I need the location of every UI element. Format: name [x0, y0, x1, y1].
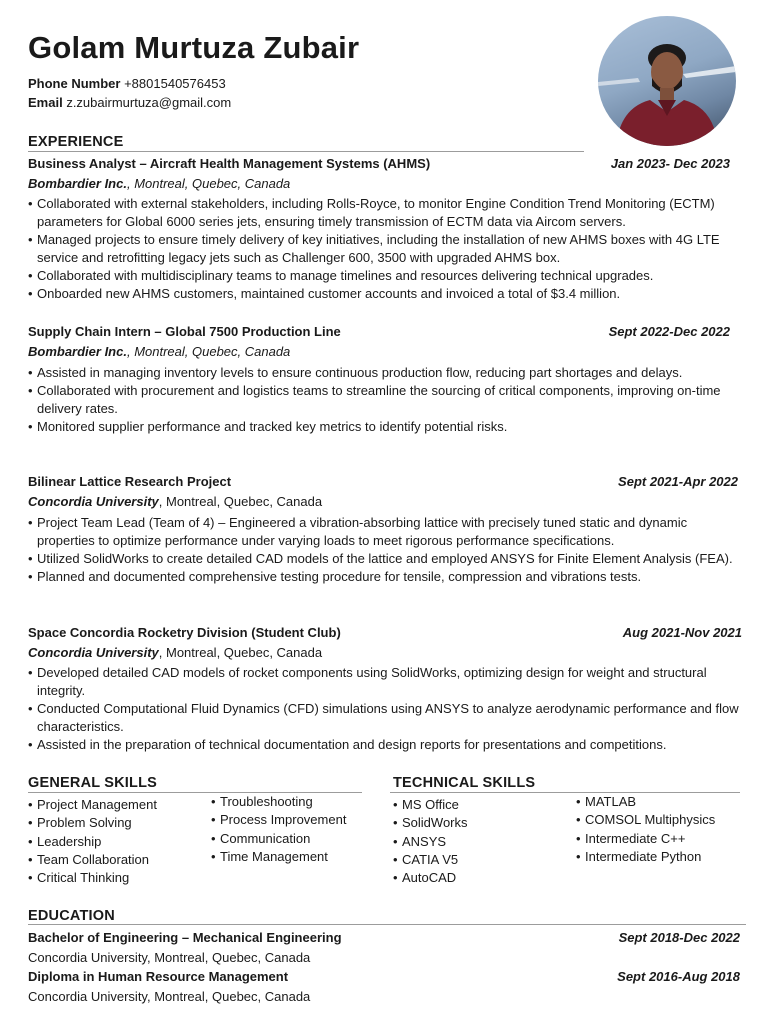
- list-item: • Monitored supplier performance and tracked key metrics to identify potential risks.: [28, 418, 748, 436]
- org-location: , Montreal, Quebec, Canada: [126, 176, 291, 191]
- org-location: , Montreal, Quebec, Canada: [158, 494, 323, 509]
- list-item: • Project Management: [28, 796, 157, 814]
- list-item: • Collaborated with external stakeholders, including Rolls-Royce, to monitor Engine Condition Trend Monitoring (ECTM) parameters for Global 6000 series jets, ensuring timely transmission of ECTM data via Aircom servers.: [28, 195, 748, 231]
- org-name: Concordia University: [28, 645, 159, 660]
- list-item: • Communication: [211, 830, 346, 848]
- job-organization: [28, 176, 290, 191]
- email-line: [28, 95, 231, 110]
- org-location: , Montreal, Quebec, Canada: [158, 645, 323, 660]
- list-item: • CATIA V5: [393, 851, 468, 869]
- education-rule: [28, 924, 746, 925]
- job-date: Aug 2021-Nov 2021: [622, 625, 742, 640]
- general-skills-list-1: [28, 796, 157, 887]
- list-item: • Managed projects to ensure timely delivery of key initiatives, including the installation of new AHMS boxes with 4G LTE service and retrofitting legacy jets such as Challenger 600, 3500 with upgraded AHMS box.: [28, 231, 748, 267]
- list-item: • Onboarded new AHMS customers, maintained customer accounts and invoiced a total of $3.4 million.: [28, 285, 748, 303]
- list-item: • Developed detailed CAD models of rocket components using SolidWorks, optimizing design for weight and structural integrity.: [28, 664, 748, 700]
- general-skills-heading: GENERAL SKILLS: [28, 775, 158, 791]
- profile-photo: [598, 16, 736, 146]
- job-title: Space Concordia Rocketry Division (Student Club): [28, 625, 341, 640]
- list-item: • MS Office: [393, 796, 468, 814]
- list-item: • Conducted Computational Fluid Dynamics (CFD) simulations using ANSYS to analyze aerodynamic performance and flow characteristics.: [28, 700, 748, 736]
- experience-heading: EXPERIENCE: [28, 134, 124, 150]
- list-item: • Problem Solving: [28, 814, 157, 832]
- job-date: Sept 2021-Apr 2022: [618, 474, 738, 489]
- job-organization: [28, 645, 322, 660]
- education-heading: EDUCATION: [28, 908, 115, 924]
- job-title: Bilinear Lattice Research Project: [28, 474, 232, 489]
- job-title: Business Analyst – Aircraft Health Management Systems (AHMS): [28, 156, 431, 171]
- experience-rule: [28, 151, 584, 152]
- list-item: • Intermediate C++: [576, 830, 715, 848]
- general-skills-list-2: [211, 793, 346, 866]
- technical-skills-list-2: [576, 793, 715, 866]
- list-item: • Leadership: [28, 833, 157, 851]
- list-item: • Process Improvement: [211, 811, 346, 829]
- job-bullets: [28, 514, 748, 586]
- job-title: Supply Chain Intern – Global 7500 Production Line: [28, 324, 341, 339]
- list-item: • Planned and documented comprehensive testing procedure for tensile, compression and vibrations tests.: [28, 568, 748, 586]
- degree-institution: Concordia University, Montreal, Quebec, Canada: [28, 989, 311, 1004]
- list-item: • Utilized SolidWorks to create detailed CAD models of the lattice and employed ANSYS for Finite Element Analysis (FEA).: [28, 550, 748, 568]
- phone-line: [28, 76, 226, 91]
- list-item: • Assisted in managing inventory levels to ensure continuous production flow, reducing part shortages and delays.: [28, 364, 748, 382]
- list-item: • ANSYS: [393, 833, 468, 851]
- degree-institution: Concordia University, Montreal, Quebec, Canada: [28, 950, 311, 965]
- list-item: • Project Team Lead (Team of 4) – Engineered a vibration-absorbing lattice with precisely tuned static and dynamic properties to optimize performance under varying loads to meet rigorous performance specifications.: [28, 514, 748, 550]
- list-item: • AutoCAD: [393, 869, 468, 887]
- profile-photo-illustration: [598, 16, 736, 146]
- phone-number: +8801540576453: [124, 76, 226, 91]
- phone-label: Phone Number: [28, 76, 121, 91]
- org-location: , Montreal, Quebec, Canada: [126, 344, 291, 359]
- list-item: • Assisted in the preparation of technical documentation and design reports for presentations and competitions.: [28, 736, 748, 754]
- job-date: Jan 2023- Dec 2023: [610, 156, 730, 171]
- list-item: • Intermediate Python: [576, 848, 715, 866]
- job-bullets: [28, 664, 748, 754]
- org-name: Bombardier Inc.: [28, 176, 127, 191]
- list-item: • COMSOL Multiphysics: [576, 811, 715, 829]
- email-address: z.zubairmurtuza@gmail.com: [66, 95, 232, 110]
- technical-skills-heading: TECHNICAL SKILLS: [393, 775, 536, 791]
- degree-date: Sept 2018-Dec 2022: [618, 930, 740, 945]
- list-item: • Time Management: [211, 848, 346, 866]
- job-bullets: [28, 364, 748, 436]
- list-item: • Collaborated with multidisciplinary teams to manage timelines and resources delivering technical upgrades.: [28, 267, 748, 285]
- list-item: • MATLAB: [576, 793, 715, 811]
- org-name: Concordia University: [28, 494, 159, 509]
- degree-title: Diploma in Human Resource Management: [28, 969, 289, 984]
- list-item: • Troubleshooting: [211, 793, 346, 811]
- degree-title: Bachelor of Engineering – Mechanical Engineering: [28, 930, 342, 945]
- list-item: • SolidWorks: [393, 814, 468, 832]
- list-item: • Collaborated with procurement and logistics teams to streamline the sourcing of critical components, improving on-time delivery rates.: [28, 382, 748, 418]
- list-item: • Critical Thinking: [28, 869, 157, 887]
- job-bullets: [28, 195, 748, 303]
- job-date: Sept 2022-Dec 2022: [608, 324, 730, 339]
- email-label: Email: [28, 95, 63, 110]
- job-organization: [28, 344, 290, 359]
- candidate-name: Golam Murtuza Zubair: [28, 30, 360, 65]
- job-organization: [28, 494, 322, 509]
- technical-skills-list-1: [393, 796, 468, 887]
- degree-date: Sept 2016-Aug 2018: [617, 969, 740, 984]
- org-name: Bombardier Inc.: [28, 344, 127, 359]
- list-item: • Team Collaboration: [28, 851, 157, 869]
